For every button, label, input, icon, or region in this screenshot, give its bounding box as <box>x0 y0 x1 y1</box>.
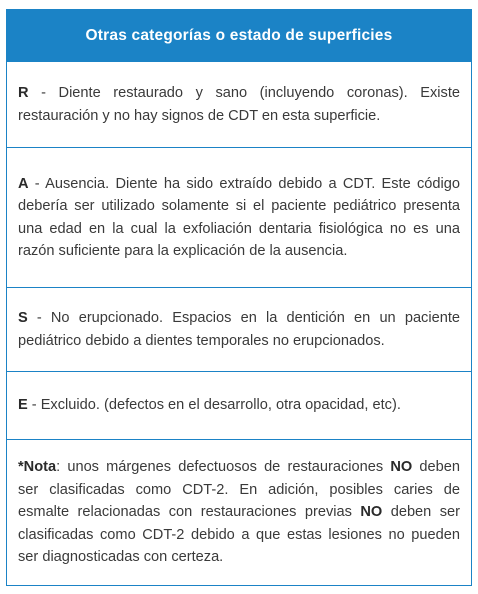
table-row-e <box>7 371 471 439</box>
table-row-r <box>7 61 471 147</box>
row-text <box>18 173 460 263</box>
row-text <box>18 307 460 352</box>
row-description: - Excluido. (defectos en el desarrollo, otra opacidad, etc). <box>27 397 401 414</box>
row-description: - No erupcionado. Espacios en la dentición en un paciente pediátrico debido a dientes temporales no erupcionados. <box>18 310 460 349</box>
note-emphasis-1: NO <box>390 459 413 476</box>
row-description: - Ausencia. Diente ha sido extraído debido a CDT. Este código debería ser utilizado solamente si el paciente pediátrico presenta una edad en la cual la exfoliación dentaria fisiológica no es una razón suficiente para la explicación de la ausencia. <box>18 175 460 259</box>
note-part-2: deben ser clasificadas como CDT-2. En adición, posibles caries de esmalte relacionadas con restauraciones previas <box>18 459 460 521</box>
row-code: R <box>18 85 29 101</box>
categories-table <box>6 9 472 586</box>
row-text <box>18 394 460 417</box>
note-label: *Nota <box>18 459 57 476</box>
row-code: E <box>18 397 28 414</box>
table-title: Otras categorías o estado de superficies <box>85 26 393 44</box>
row-description: - Diente restaurado y sano (incluyendo coronas). Existe restauración y no hay signos de CDT en esta superficie. <box>18 85 460 124</box>
note-emphasis-2: NO <box>360 504 383 521</box>
table-header <box>7 10 471 61</box>
note-part-1: : unos márgenes defectuosos de restauraciones <box>56 459 391 476</box>
table-row-s <box>7 287 471 371</box>
note-text <box>18 456 460 569</box>
row-text <box>18 82 460 127</box>
row-code: A <box>18 175 29 192</box>
note-part-3: deben ser clasificadas como CDT-2 debido a que estas lesiones no pueden ser diagnosticadas con certeza. <box>18 504 461 566</box>
table-row-a <box>7 147 471 287</box>
table-row-note <box>7 439 471 585</box>
row-code: S <box>18 310 28 326</box>
